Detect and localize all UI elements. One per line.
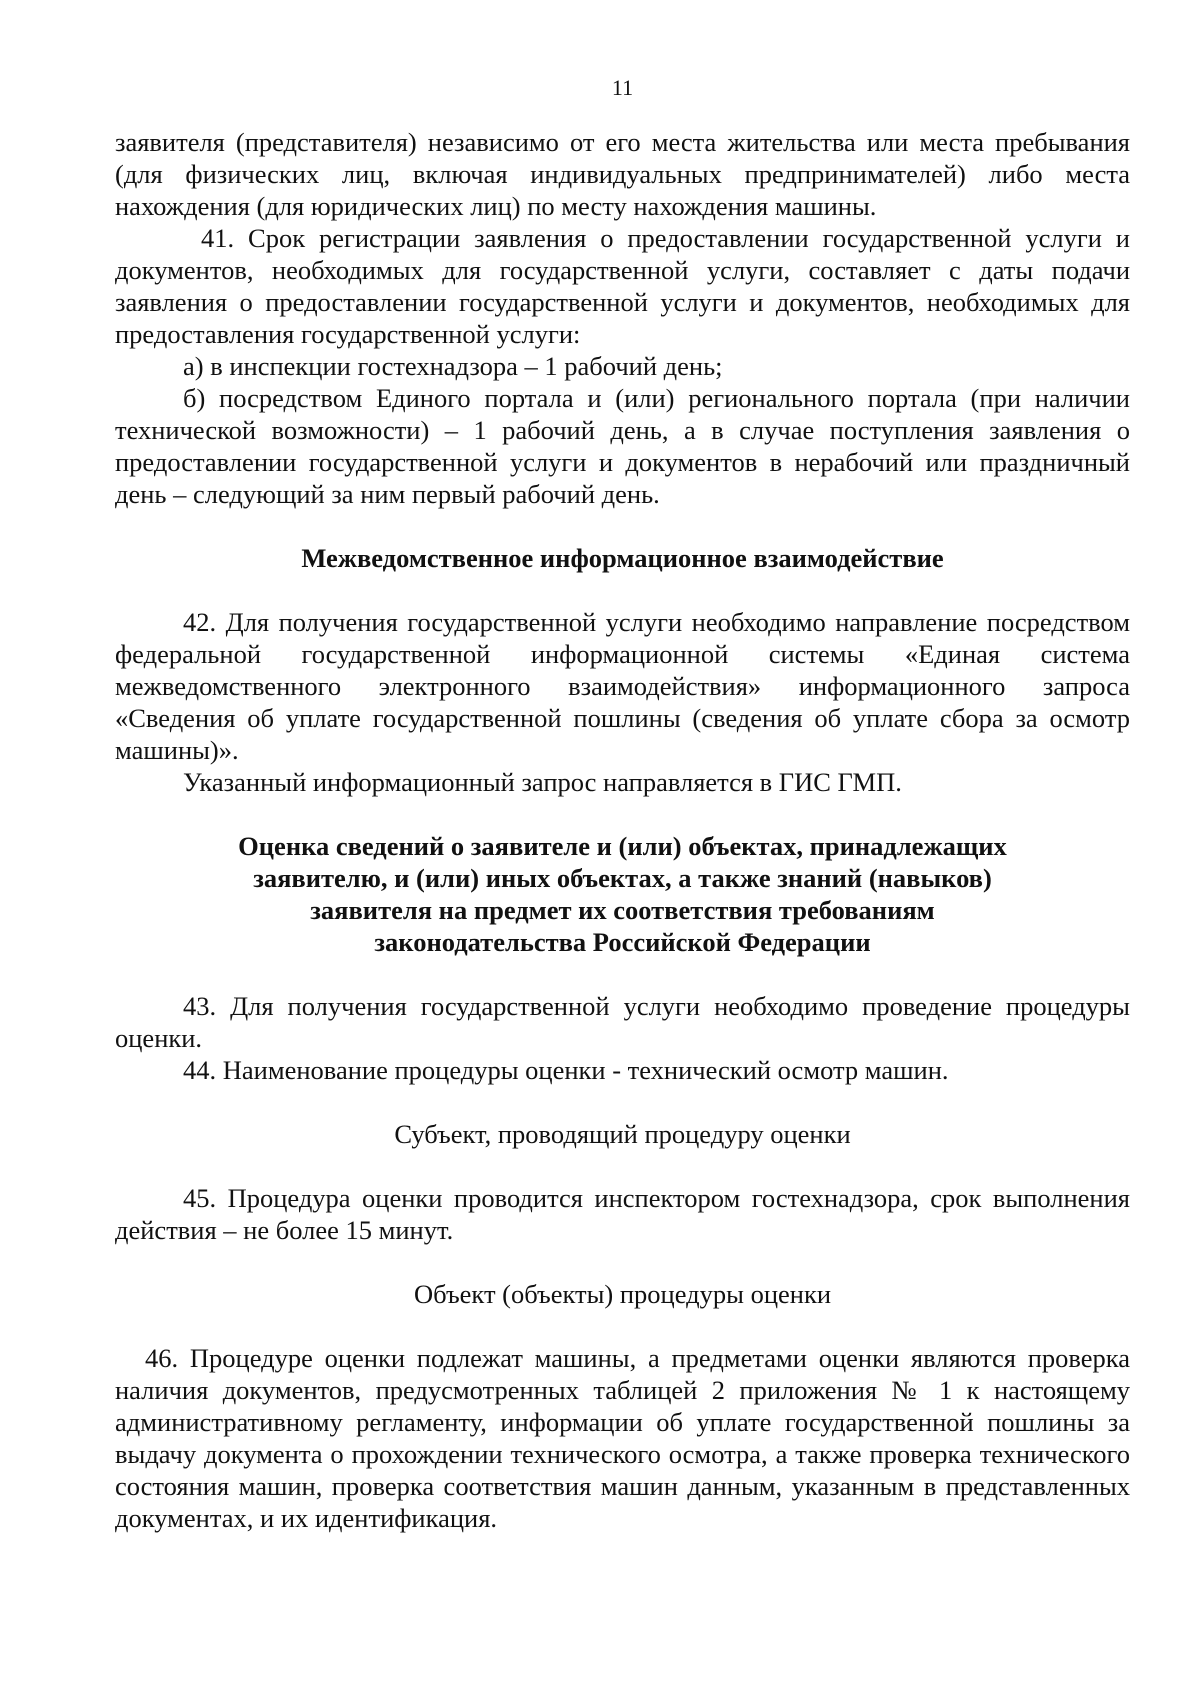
heading-assessment-line: Оценка сведений о заявителе и (или) объектах, принадлежащих xyxy=(238,831,1007,861)
heading-assessment-line: заявителя на предмет их соответствия требованиям xyxy=(310,895,935,925)
paragraph-45: 45. Процедура оценки проводится инспектором гостехнадзора, срок выполнения действия – не более 15 минут. xyxy=(115,1183,1130,1245)
paragraph-41: 41. Срок регистрации заявления о предоставлении государственной услуги и документов, необходимых для государственной услуги, составляет с даты подачи заявления о предоставлении государственной услуги и документов, необходимых для предоставления государственной услуги: xyxy=(115,223,1130,349)
paragraph-41-a: а) в инспекции гостехнадзора – 1 рабочий день; xyxy=(183,351,723,381)
heading-assessment xyxy=(115,830,1130,958)
heading-assessment-line: законодательства Российской Федерации xyxy=(374,927,871,957)
heading-interagency: Межведомственное информационное взаимодействие xyxy=(301,543,944,573)
page-number: 11 xyxy=(611,75,634,100)
paragraph-42-b: Указанный информационный запрос направляется в ГИС ГМП. xyxy=(183,767,902,797)
paragraph-44: 44. Наименование процедуры оценки - технический осмотр машин. xyxy=(183,1055,949,1085)
paragraph-41-b: б) посредством Единого портала и (или) регионального портала (при наличии технической возможности) – 1 рабочий день, а в случае поступления заявления о предоставлении государственной услуги и документов в нерабочий или праздничный день – следующий за ним первый рабочий день. xyxy=(115,383,1130,509)
paragraph-46: 46. Процедуре оценки подлежат машины, а предметами оценки являются проверка наличия документов, предусмотренных таблицей 2 приложения № 1 к настоящему административному регламенту, информации об уплате государственной пошлины за выдачу документа о прохождении технического осмотра, а также проверка технического состояния машин, проверка соответствия машин данным, указанным в представленных документах, и их идентификация. xyxy=(115,1343,1130,1533)
heading-object: Объект (объекты) процедуры оценки xyxy=(414,1279,831,1309)
paragraph-43: 43. Для получения государственной услуги необходимо проведение процедуры оценки. xyxy=(115,991,1130,1053)
paragraph-42: 42. Для получения государственной услуги необходимо направление посредством федеральной государственной информационной системы «Единая система межведомственного электронного взаимодействия» информационного запроса «Сведения об уплате государственной пошлины (сведения об уплате сбора за осмотр машины)». xyxy=(115,607,1130,765)
heading-subject: Субъект, проводящий процедуру оценки xyxy=(394,1119,851,1149)
paragraph-intro: заявителя (представителя) независимо от его места жительства или места пребывания (для физических лиц, включая индивидуальных предпринимателей) либо места нахождения (для юридических лиц) по месту нахождения машины. xyxy=(115,127,1130,221)
heading-assessment-line: заявителю, и (или) иных объектах, а также знаний (навыков) xyxy=(253,863,992,893)
document-body xyxy=(115,126,1130,1534)
